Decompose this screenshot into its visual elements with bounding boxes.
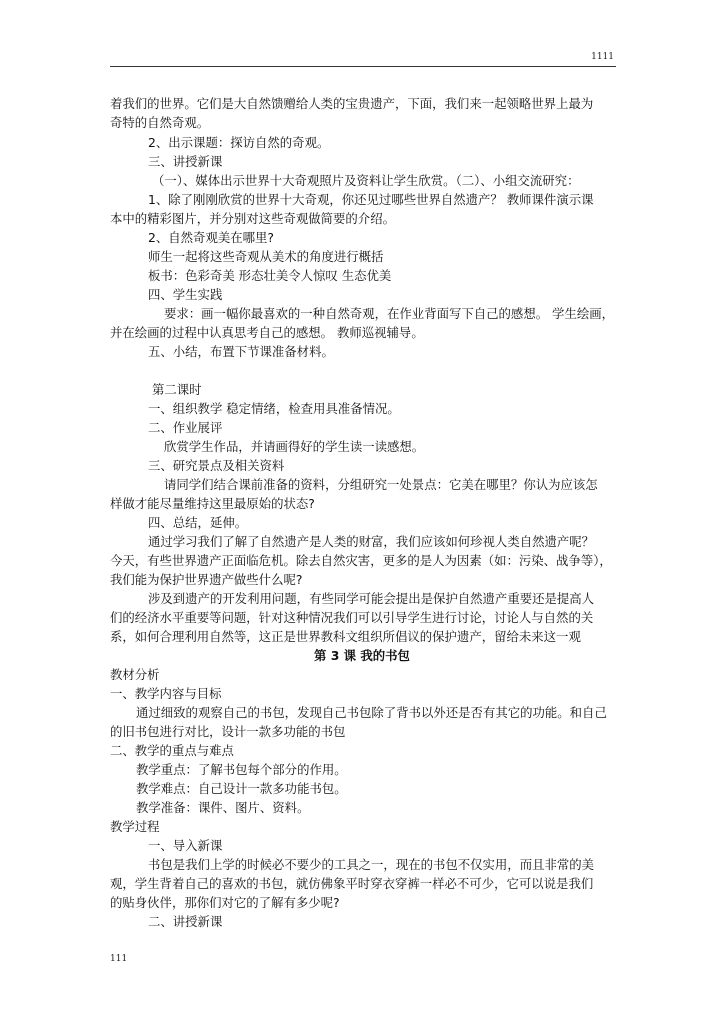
text-line: 五、小结，布置下节课准备材料。 (148, 344, 334, 359)
text-line: 着我们的世界。它们是大自然馈赠给人类的宝贵遗产，下面，我们来一起领略世界上最为 (110, 96, 594, 111)
text-line: 教学准备：课件、图片、资料。 (136, 800, 310, 815)
text-line: 请同学们结合课前准备的资料，分组研究一处景点：它美在哪里？你认为应该怎 (164, 477, 598, 492)
text-line: 的旧书包进行对比，设计一款多功能的书包 (110, 724, 346, 739)
text-line: 系，如何合理利用自然等，这正是世界教科文组织所倡议的保护遗产，留给未来这一观 (110, 629, 581, 644)
text-line: 奇特的自然奇观。 (110, 115, 210, 130)
text-line: 书包是我们上学的时候必不要少的工具之一，现在的书包不仅实用，而且非常的美 (148, 857, 595, 872)
text-line: 的贴身伙伴，那你们对它的了解有多少呢? (110, 895, 340, 910)
text-line: 1、除了刚刚欣赏的世界十大奇观，你还见过哪些世界自然遗产？ 教师课件演示课 (148, 192, 594, 207)
text-line: 涉及到遗产的开发利用问题，有些同学可能会提出是保护自然遗产重要还是提高人 (148, 591, 595, 606)
text-line: 样做才能尽量维持这里最原始的状态? (110, 496, 315, 511)
section-heading: 教学过程 (110, 819, 160, 834)
header-page-number: 1111 (591, 52, 614, 62)
text-line: 二、讲授新课 (148, 914, 223, 929)
text-line: 并在绘画的过程中认真思考自己的感想。 教师巡视辅导。 (110, 325, 424, 340)
text-line: 教学重点：了解书包每个部分的作用。 (136, 762, 347, 777)
text-line: 2、自然奇观美在哪里? (148, 230, 274, 245)
header-rule (110, 66, 616, 67)
text-line: 师生一起将这些奇观从美术的角度进行概括 (148, 249, 384, 264)
text-line: 四、学生实践 (148, 287, 223, 302)
text-line: 们的经济水平重要等问题，针对这种情况我们可以引导学生进行讨论，讨论人与自然的关 (110, 610, 594, 625)
section-heading: 教材分析 (110, 667, 160, 682)
text-line: 观，学生背着自己的喜欢的书包，就仿佛象平时穿衣穿裤一样必不可少，它可以说是我们 (110, 876, 594, 891)
section-heading: 一、教学内容与目标 (110, 686, 222, 701)
text-line: 要求：画一幅你最喜欢的一种自然奇观，在作业背面写下自己的感想。 学生绘画， (164, 306, 615, 321)
text-line: 四、总结，延伸。 (148, 515, 248, 530)
text-line: 今天，有些世界遗产正面临危机。除去自然灾害，更多的是人为因素（如：污染、战争等）， (110, 553, 612, 568)
text-line: 本中的精彩图片，并分别对这些奇观做简要的介绍。 (110, 211, 395, 226)
text-line: 通过细致的观察自己的书包，发现自己书包除了背书以外还是否有其它的功能。和自己 (136, 705, 607, 720)
section-heading: 二、教学的重点与难点 (110, 743, 234, 758)
text-line: 第二课时 (152, 382, 202, 397)
text-line: 教学难点：自己设计一款多功能书包。 (136, 781, 347, 796)
text-line: 通过学习我们了解了自然遗产是人类的财富，我们应该如何珍视人类自然遗产呢？ (148, 534, 595, 549)
lesson-title: 第 3 课 我的书包 (314, 648, 410, 663)
text-line: 三、讲授新课 (148, 154, 223, 169)
text-line: 一、导入新课 (148, 838, 223, 853)
text-line: （一）、媒体出示世界十大奇观照片及资料让学生欣赏。（二）、小组交流研究： (152, 173, 580, 188)
text-line: 板书：色彩奇美 形态壮美令人惊叹 生态优美 (148, 268, 392, 283)
text-line: 二、作业展评 (148, 420, 223, 435)
footer-page-number: 111 (110, 954, 128, 964)
text-line: 三、研究景点及相关资料 (148, 458, 285, 473)
text-line: 2、出示课题：探访自然的奇观。 (148, 135, 330, 150)
text-line: 我们能为保护世界遗产做些什么呢? (110, 572, 303, 587)
text-line: 欣赏学生作品，并请画得好的学生读一读感想。 (164, 439, 425, 454)
text-line: 一、组织教学 稳定情绪，检查用具准备情况。 (148, 401, 400, 416)
